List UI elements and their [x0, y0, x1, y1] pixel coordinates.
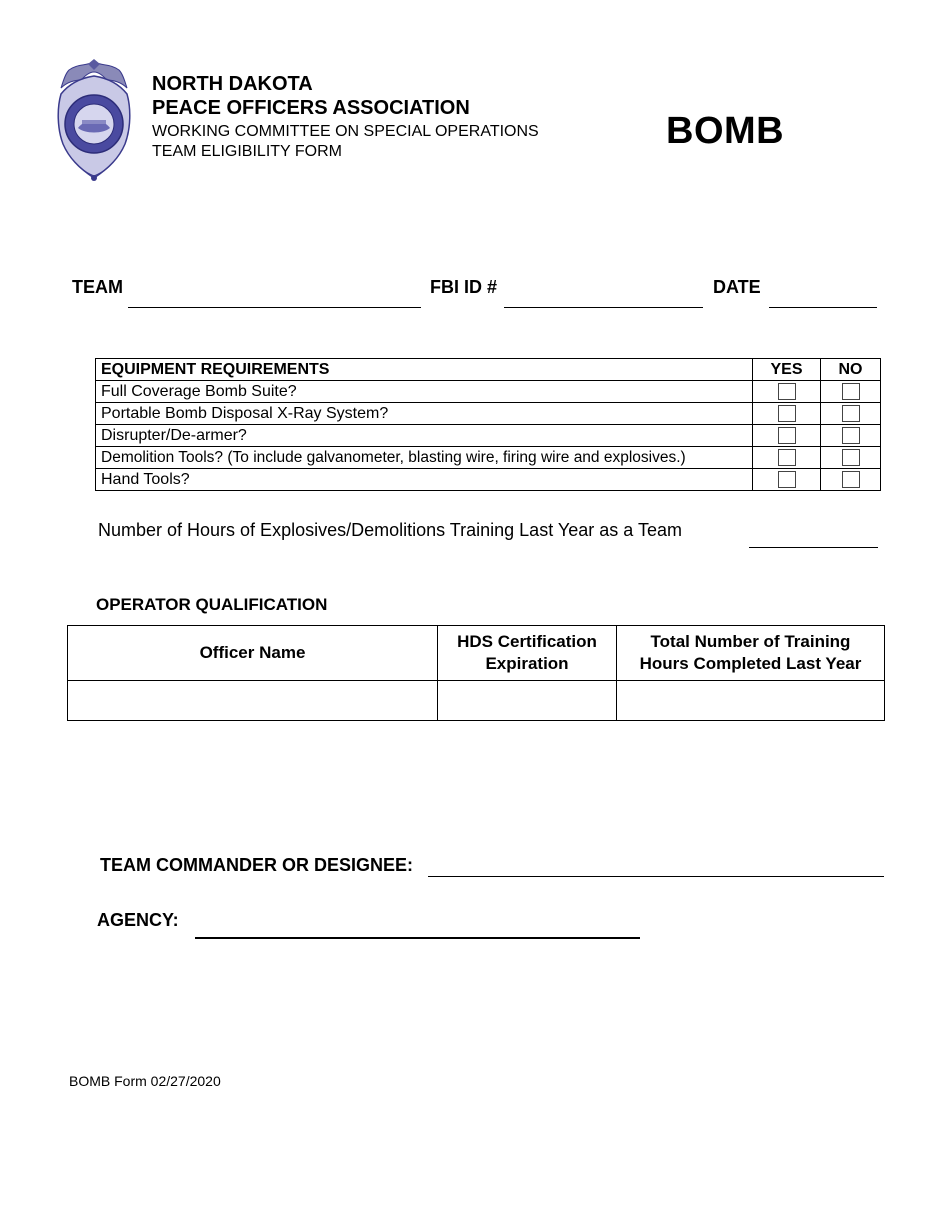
training-hours-header: Total Number of Training Hours Completed Last Year: [617, 626, 885, 681]
yes-checkbox[interactable]: [778, 471, 796, 488]
yes-checkbox[interactable]: [778, 383, 796, 400]
equipment-row: [96, 425, 881, 447]
fbi-id-label: FBI ID #: [430, 277, 498, 297]
equipment-label: Demolition Tools? (To include galvanometer, blasting wire, firing wire and explosives.): [96, 447, 753, 469]
hds-expiration-cell[interactable]: [438, 681, 617, 721]
no-checkbox[interactable]: [842, 427, 860, 444]
equipment-label: Hand Tools?: [96, 469, 753, 491]
officer-name-cell[interactable]: [68, 681, 438, 721]
no-checkbox[interactable]: [842, 383, 860, 400]
equipment-label: Full Coverage Bomb Suite?: [96, 381, 753, 403]
no-header: NO: [821, 359, 881, 381]
training-hours-cell[interactable]: [617, 681, 885, 721]
operator-header-row: [68, 626, 885, 681]
officer-name-header: Officer Name: [68, 626, 438, 681]
no-checkbox[interactable]: [842, 471, 860, 488]
team-commander-field[interactable]: [428, 876, 884, 877]
yes-checkbox[interactable]: [778, 449, 796, 466]
equipment-label: Portable Bomb Disposal X-Ray System?: [96, 403, 753, 425]
operator-table: [67, 625, 885, 721]
agency-label: AGENCY:: [97, 910, 179, 930]
team-field[interactable]: [128, 307, 421, 308]
date-field[interactable]: [769, 307, 877, 308]
equipment-row: [96, 403, 881, 425]
equipment-header-row: [96, 359, 881, 381]
equipment-header: EQUIPMENT REQUIREMENTS: [96, 359, 753, 381]
team-commander-label: TEAM COMMANDER OR DESIGNEE:: [100, 855, 414, 875]
equipment-table: [95, 358, 881, 491]
yes-checkbox[interactable]: [778, 405, 796, 422]
training-hours-label: Number of Hours of Explosives/Demolitions Training Last Year as a Team: [98, 520, 682, 540]
agency-field[interactable]: [195, 937, 640, 939]
fbi-id-field[interactable]: [504, 307, 703, 308]
equipment-row: [96, 381, 881, 403]
committee-name: WORKING COMMITTEE ON SPECIAL OPERATIONS: [152, 123, 539, 140]
equipment-row: [96, 469, 881, 491]
no-checkbox[interactable]: [842, 449, 860, 466]
yes-checkbox[interactable]: [778, 427, 796, 444]
date-label: DATE: [713, 277, 761, 297]
training-hours-field[interactable]: [749, 547, 878, 548]
operator-qualification-heading: OPERATOR QUALIFICATION: [96, 595, 328, 614]
equipment-label: Disrupter/De-armer?: [96, 425, 753, 447]
form-title: BOMB: [666, 110, 785, 152]
equipment-row: [96, 447, 881, 469]
team-label: TEAM: [72, 277, 123, 297]
form-footer: BOMB Form 02/27/2020: [69, 1073, 221, 1089]
table-row: [68, 681, 885, 721]
form-type: TEAM ELIGIBILITY FORM: [152, 143, 342, 160]
hds-expiration-header: HDS Certification Expiration: [438, 626, 617, 681]
org-name-line2: PEACE OFFICERS ASSOCIATION: [152, 97, 470, 119]
org-name-line1: NORTH DAKOTA: [152, 73, 313, 95]
police-badge-seal-icon: [55, 58, 133, 183]
no-checkbox[interactable]: [842, 405, 860, 422]
yes-header: YES: [753, 359, 821, 381]
